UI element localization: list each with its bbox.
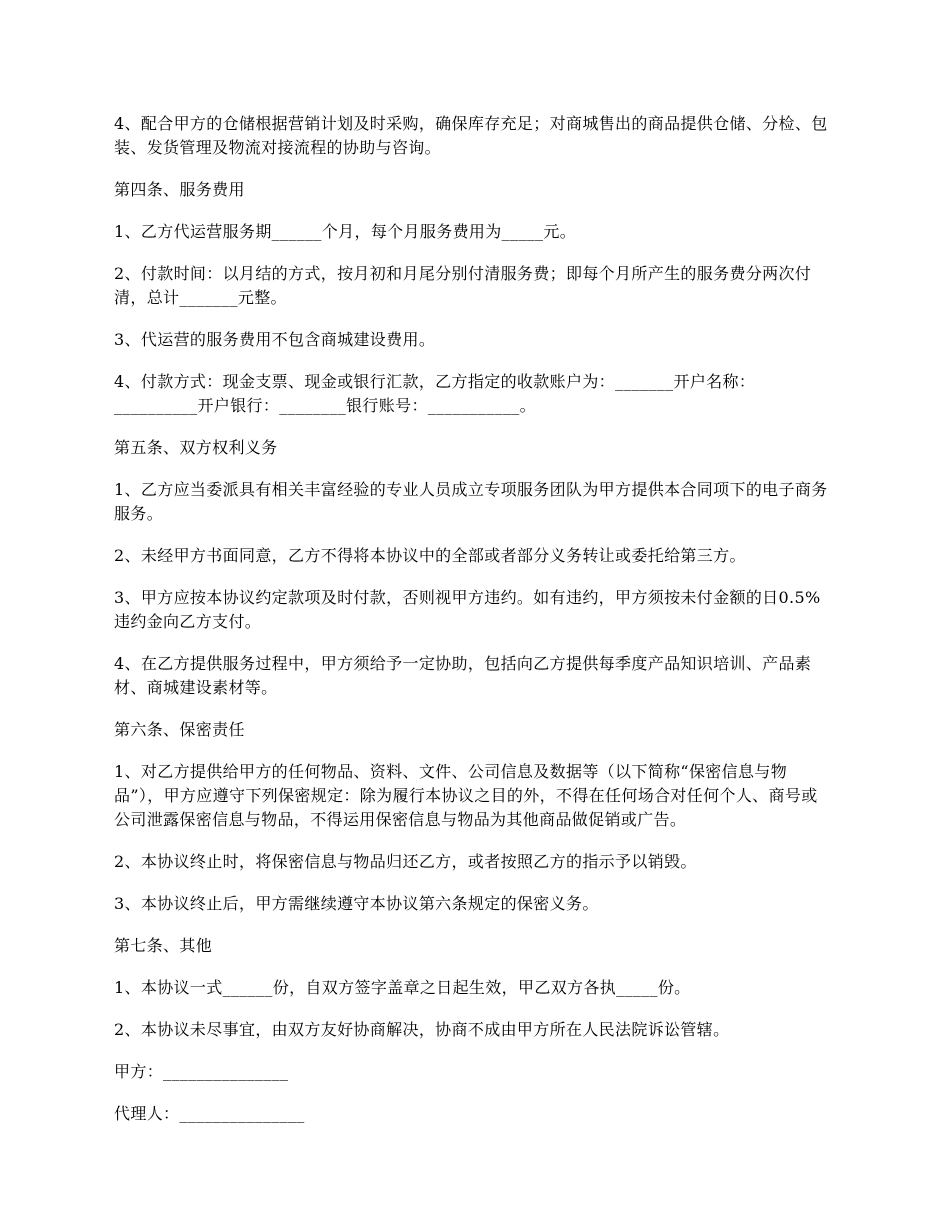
clause-1-confidentiality-rules: 1、对乙方提供给甲方的任何物品、资料、文件、公司信息及数据等（以下简称“保密信息与物品”），甲方应遵守下列保密规定：除为履行本协议之目的外，不得在任何场合对任何个人、商号或公司泄露保密信息与物品，不得运用保密信息与物品为其他商品做促销或广告。 [114, 762, 818, 829]
clause-2-payment-time: 2、付款时间：以月结的方式，按月初和月尾分别付清服务费；即每个月所产生的服务费分两次付清，总计_______元整。 [114, 264, 812, 307]
clause-3-fee-exclusion: 3、代运营的服务费用不包含商城建设费用。 [114, 330, 436, 349]
clause-1-service-period: 1、乙方代运营服务期______个月，每个月服务费用为_____元。 [114, 222, 577, 241]
signature-party-a: 甲方：_______________ [114, 1062, 289, 1081]
clause-4-warehouse-support: 4、配合甲方的仓储根据营销计划及时采购，确保库存充足；对商城售出的商品提供仓储、分检、包装、发货管理及物流对接流程的协助与咨询。 [114, 114, 828, 157]
clause-2-return-materials: 2、本协议终止时，将保密信息与物品归还乙方，或者按照乙方的指示予以销毁。 [114, 852, 697, 871]
clause-3-continued-obligation: 3、本协议终止后，甲方需继续遵守本协议第六条规定的保密义务。 [114, 894, 599, 913]
clause-2-no-transfer: 2、未经甲方书面同意，乙方不得将本协议中的全部或者部分义务转让或委托给第三方。 [114, 546, 746, 565]
clause-4-party-a-assistance: 4、在乙方提供服务过程中，甲方须给予一定协助，包括向乙方提供每季度产品知识培训、产品素材、商城建设素材等。 [114, 654, 812, 697]
section-heading-rights-obligations: 第五条、双方权利义务 [114, 438, 278, 457]
signature-agent: 代理人：_______________ [114, 1104, 305, 1123]
clause-2-dispute-resolution: 2、本协议未尽事宜，由双方友好协商解决，协商不成由甲方所在人民法院诉讼管辖。 [114, 1020, 730, 1039]
section-heading-confidentiality: 第六条、保密责任 [114, 720, 245, 739]
clause-4-payment-method: 4、付款方式：现金支票、现金或银行汇款，乙方指定的收款账户为：_______开户名称：__________开户银行：________银行账号：___________。 [114, 372, 756, 415]
clause-1-copies: 1、本协议一式______份，自双方签字盖章之日起生效，甲乙双方各执_____份。 [114, 978, 691, 997]
clause-1-service-team: 1、乙方应当委派具有相关丰富经验的专业人员成立专项服务团队为甲方提供本合同项下的电子商务服务。 [114, 480, 828, 523]
clause-3-timely-payment: 3、甲方应按本协议约定款项及时付款，否则视甲方违约。如有违约，甲方须按未付金额的日0.5%违约金向乙方支付。 [114, 588, 821, 631]
section-heading-service-fees: 第四条、服务费用 [114, 180, 245, 199]
section-heading-other: 第七条、其他 [114, 936, 213, 955]
